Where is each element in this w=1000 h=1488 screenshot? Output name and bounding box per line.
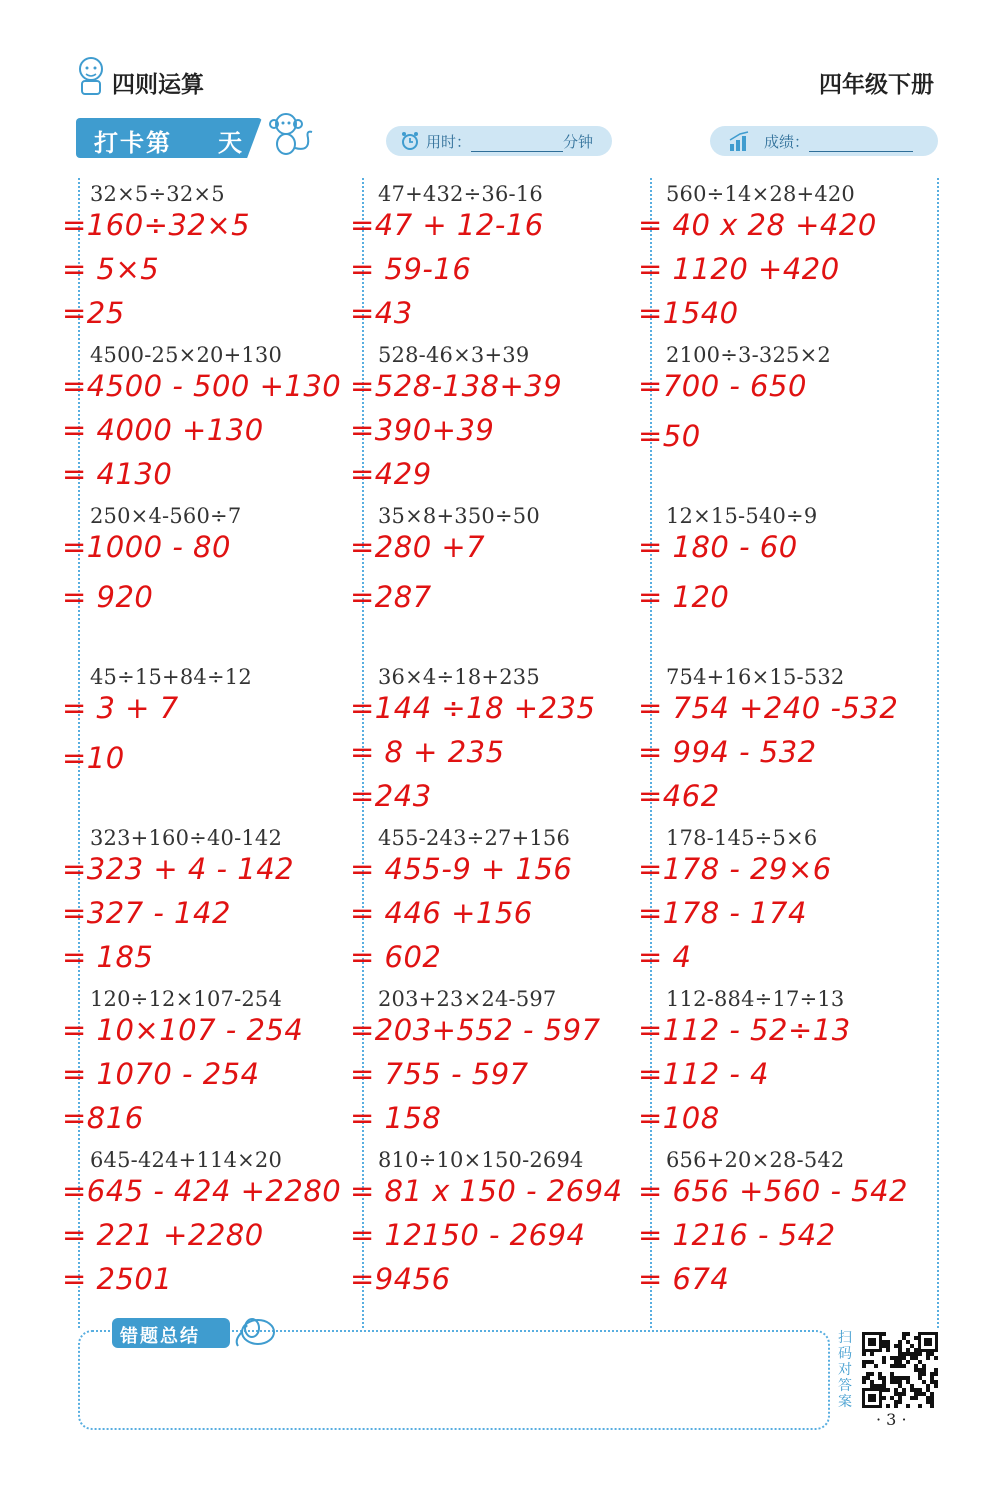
- handwritten-step: = 1070 - 254: [62, 1057, 260, 1091]
- problem-expression: 656+20×28-542: [666, 1148, 845, 1172]
- handwritten-step: = 1216 - 542: [638, 1218, 836, 1252]
- handwritten-step: = 10×107 - 254: [62, 1013, 304, 1047]
- handwritten-step: =112 - 52÷13: [638, 1013, 851, 1047]
- scan-answer-label: 扫码对答案: [838, 1330, 852, 1410]
- handwritten-step: =178 - 174: [638, 896, 807, 930]
- handwritten-step: = 656 +560 - 542: [638, 1174, 908, 1208]
- handwritten-step: = 81 x 150 - 2694: [350, 1174, 623, 1208]
- handwritten-step: = 446 +156: [350, 896, 533, 930]
- problem-expression: 203+23×24-597: [378, 987, 557, 1011]
- handwritten-step: = 4130: [62, 457, 173, 491]
- problem-expression: 560÷14×28+420: [666, 182, 855, 206]
- problem-expression: 528-46×3+39: [378, 343, 530, 367]
- handwritten-step: =462: [638, 779, 720, 813]
- handwritten-step: =816: [62, 1101, 144, 1135]
- time-label: 用时：: [426, 133, 472, 151]
- problem-expression: 47+432÷36-16: [378, 182, 543, 206]
- problem-expression: 323+160÷40-142: [90, 826, 283, 850]
- handwritten-step: = 180 - 60: [638, 530, 798, 564]
- handwritten-step: = 3 + 7: [62, 691, 179, 725]
- handwritten-step: = 674: [638, 1262, 730, 1296]
- category-title: 四则运算: [112, 72, 204, 98]
- handwritten-step: =43: [350, 296, 413, 330]
- handwritten-step: =700 - 650: [638, 369, 807, 403]
- handwritten-step: =112 - 4: [638, 1057, 770, 1091]
- handwritten-step: =645 - 424 +2280: [62, 1174, 342, 1208]
- problem-expression: 35×8+350÷50: [378, 504, 540, 528]
- handwritten-step: = 920: [62, 580, 154, 614]
- problem-expression: 112-884÷17÷13: [666, 987, 845, 1011]
- problem-expression: 120÷12×107-254: [90, 987, 283, 1011]
- problem-expression: 250×4-560÷7: [90, 504, 242, 528]
- handwritten-step: = 4: [638, 940, 692, 974]
- checkin-day-label: 天: [218, 129, 242, 157]
- handwritten-step: =47 + 12-16: [350, 208, 544, 242]
- handwritten-step: =4500 - 500 +130: [62, 369, 342, 403]
- problem-expression: 2100÷3-325×2: [666, 343, 831, 367]
- problem-expression: 754+16×15-532: [666, 665, 845, 689]
- handwritten-step: =50: [638, 419, 701, 453]
- handwritten-step: =10: [62, 741, 125, 775]
- problem-expression: 178-145÷5×6: [666, 826, 818, 850]
- handwritten-step: =323 + 4 - 142: [62, 852, 295, 886]
- lion-logo-icon: [76, 56, 106, 96]
- monkey-icon: [262, 110, 318, 162]
- column-divider: [937, 178, 939, 1328]
- handwritten-step: = 158: [350, 1101, 442, 1135]
- problem-expression: 455-243÷27+156: [378, 826, 571, 850]
- handwritten-step: =203+552 - 597: [350, 1013, 601, 1047]
- handwritten-step: =327 - 142: [62, 896, 231, 930]
- handwritten-step: =160÷32×5: [62, 208, 251, 242]
- handwritten-step: =287: [350, 580, 432, 614]
- handwritten-step: =1000 - 80: [62, 530, 231, 564]
- handwritten-step: = 455-9 + 156: [350, 852, 573, 886]
- problem-expression: 4500-25×20+130: [90, 343, 283, 367]
- handwritten-step: =243: [350, 779, 432, 813]
- score-label: 成绩：: [764, 133, 810, 151]
- handwritten-step: = 4000 +130: [62, 413, 264, 447]
- handwritten-step: =528-138+39: [350, 369, 563, 403]
- handwritten-step: = 994 - 532: [638, 735, 817, 769]
- problem-expression: 645-424+114×20: [90, 1148, 283, 1172]
- handwritten-step: =1540: [638, 296, 739, 330]
- handwritten-step: = 8 + 235: [350, 735, 505, 769]
- chart-bars-icon: [728, 130, 752, 152]
- handwritten-step: = 120: [638, 580, 730, 614]
- handwritten-step: =390+39: [350, 413, 495, 447]
- problem-expression: 45÷15+84÷12: [90, 665, 252, 689]
- handwritten-step: = 754 +240 -532: [638, 691, 899, 725]
- handwritten-step: = 185: [62, 940, 154, 974]
- handwritten-step: = 1120 +420: [638, 252, 840, 286]
- handwritten-step: = 755 - 597: [350, 1057, 529, 1091]
- handwritten-step: =25: [62, 296, 125, 330]
- handwritten-step: =144 ÷18 +235: [350, 691, 596, 725]
- alarm-clock-icon: [400, 131, 420, 151]
- qr-code[interactable]: [862, 1332, 938, 1408]
- score-blank: [809, 133, 913, 152]
- time-field: [386, 126, 612, 156]
- handwritten-step: = 40 x 28 +420: [638, 208, 877, 242]
- handwritten-step: = 602: [350, 940, 442, 974]
- problem-expression: 36×4÷18+235: [378, 665, 540, 689]
- handwritten-step: =178 - 29×6: [638, 852, 832, 886]
- elephant-icon: [230, 1310, 282, 1350]
- checkin-label: 打卡第: [94, 129, 172, 157]
- problem-expression: 12×15-540÷9: [666, 504, 818, 528]
- handwritten-step: =9456: [350, 1262, 451, 1296]
- handwritten-step: = 2501: [62, 1262, 173, 1296]
- handwritten-step: =108: [638, 1101, 720, 1135]
- handwritten-step: =280 +7: [350, 530, 486, 564]
- score-field: [710, 126, 938, 156]
- handwritten-step: = 59-16: [350, 252, 472, 286]
- handwritten-step: =429: [350, 457, 432, 491]
- mistake-summary-label: 错题总结: [120, 1326, 200, 1347]
- handwritten-step: = 221 +2280: [62, 1218, 264, 1252]
- problem-expression: 32×5÷32×5: [90, 182, 225, 206]
- problem-expression: 810÷10×150-2694: [378, 1148, 584, 1172]
- handwritten-step: = 5×5: [62, 252, 160, 286]
- grade-label: 四年级下册: [819, 72, 934, 98]
- time-unit: 分钟: [563, 133, 594, 151]
- page-number: · 3 ·: [876, 1410, 907, 1429]
- handwritten-step: = 12150 - 2694: [350, 1218, 586, 1252]
- time-blank: [471, 133, 563, 152]
